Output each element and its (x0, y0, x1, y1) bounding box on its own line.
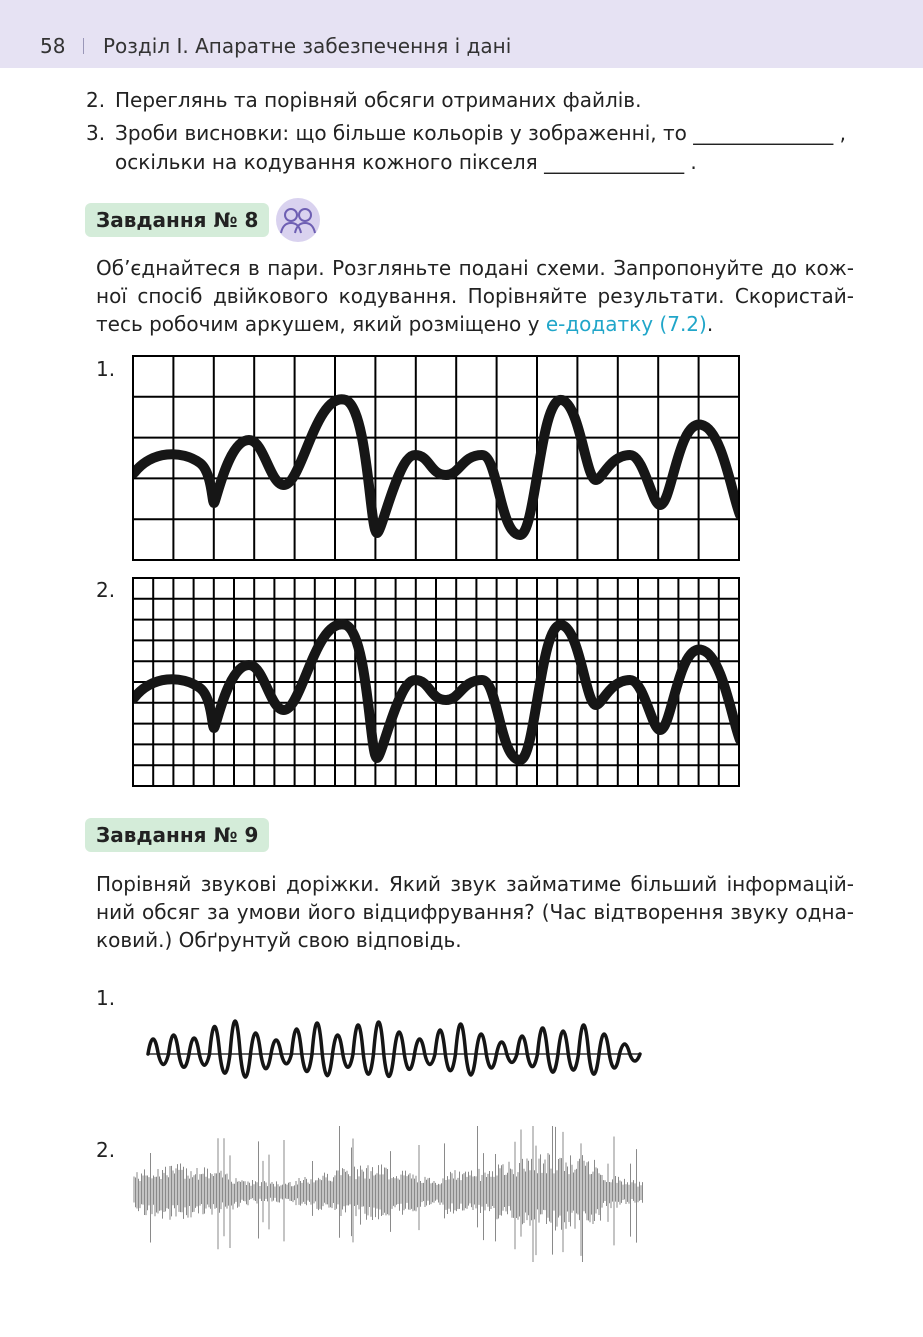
signal-wave (134, 399, 740, 535)
step-text: оскільки на кодування кожного пікселя ______________ . (115, 150, 697, 174)
task-9-badge: Завдання № 9 (85, 818, 269, 852)
audio-2-label: 2. (96, 1138, 116, 1162)
coarse-grid-wave-figure (132, 355, 740, 561)
step-text: Зроби висновки: що більше кольорів у зображенні, то ______________ , (115, 121, 846, 145)
sound-waveform (134, 1126, 643, 1262)
fine-grid-wave-figure (132, 577, 740, 787)
header-divider (83, 38, 84, 54)
task-8-badge: Завдання № 8 (85, 203, 269, 237)
task-8-text (96, 254, 854, 338)
simple-sound-wave (140, 968, 650, 1116)
task-8-line: Об’єднайтеся в пари. Розгляньте подані схеми. Запропонуйте до кож- (96, 256, 854, 280)
pair-work-icon (274, 197, 322, 243)
audio-1-label: 1. (96, 986, 116, 1010)
e-appendix-link[interactable]: е-додатку (7.2) (545, 312, 707, 336)
period: . (706, 312, 714, 336)
task-8-last-line (96, 310, 854, 338)
complex-sound-waveform (132, 1124, 648, 1264)
figure-2-label: 2. (96, 578, 116, 602)
task-9-line: Порівняй звукові доріжки. Який звук займатиме більший інформацій- (96, 872, 854, 896)
task-9-line: ний обсяг за умови його відцифрування? (Час відтворення звуку одна- (96, 900, 854, 924)
step-number: 3. (86, 121, 106, 145)
grid-lines (132, 355, 740, 561)
figure-1-label: 1. (96, 357, 116, 381)
page-header (0, 0, 923, 68)
task-9-text (96, 870, 854, 954)
task-9-line: ковий.) Обґрунтуй свою відповідь. (96, 928, 462, 952)
step-number: 2. (86, 88, 106, 112)
sound-wave (148, 1021, 640, 1077)
grid-lines (132, 577, 740, 787)
chapter-title: Розділ I. Апаратне забезпечення і дані (103, 34, 512, 58)
task-8-line: ної спосіб двійкового кодування. Порівняйте результати. Скористай- (96, 284, 854, 308)
page-number: 58 (40, 34, 66, 58)
step-text: Переглянь та порівняй обсяги отриманих файлів. (115, 88, 642, 112)
task-8-line: тесь робочим аркушем, який розміщено у (96, 312, 546, 336)
